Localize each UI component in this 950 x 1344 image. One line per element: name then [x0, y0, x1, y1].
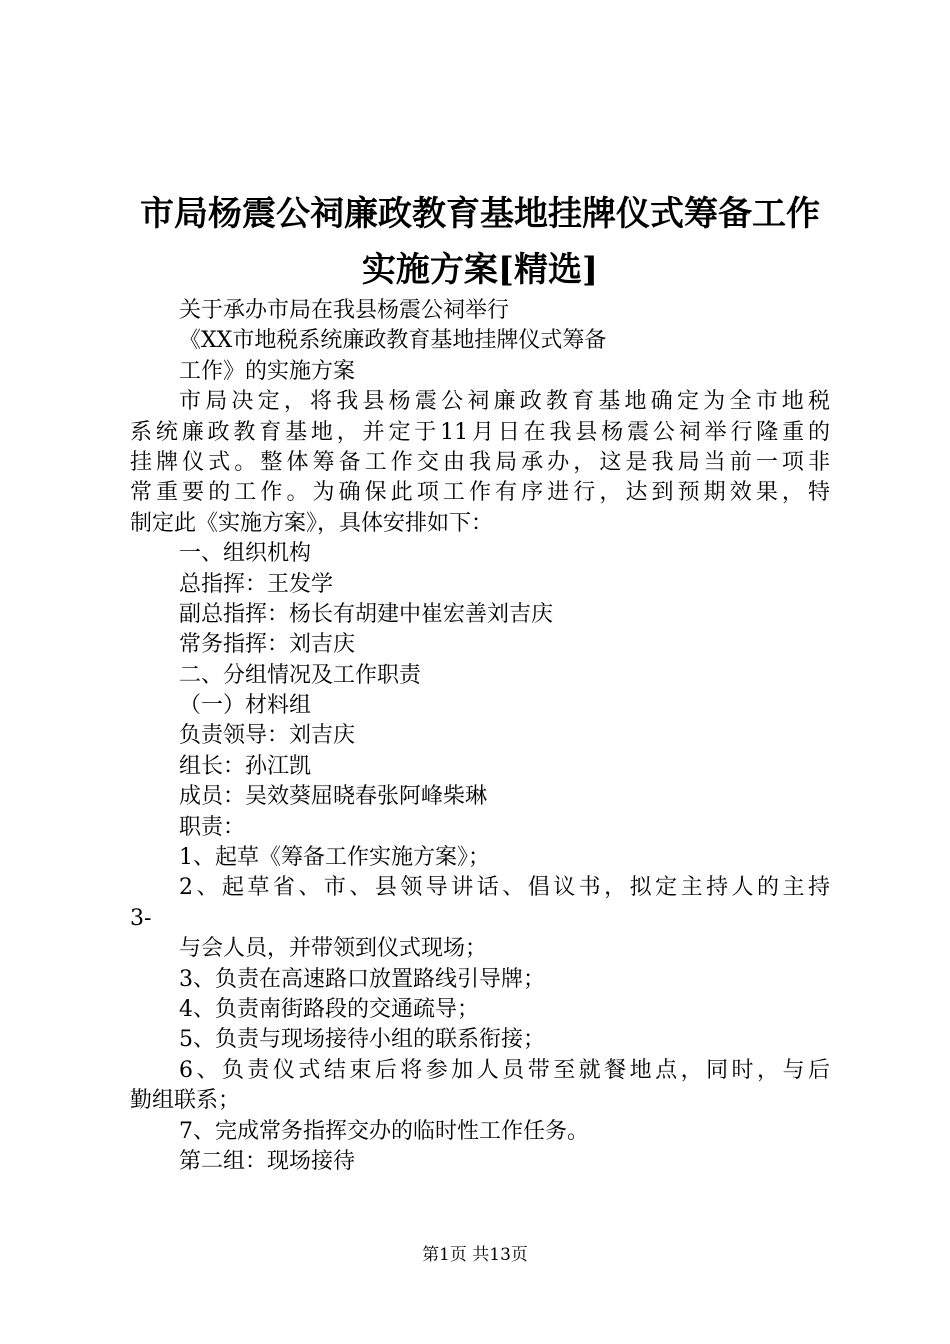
body-line: 市局决定，将我县杨震公祠廉政教育基地确定为全市地税: [179, 389, 830, 415]
list-item: 7、完成常务指挥交办的临时性工作任务。: [179, 1118, 589, 1144]
body-line: 负责领导：刘吉庆: [179, 723, 356, 749]
body-line: 副总指挥：杨长有胡建中崔宏善刘吉庆: [179, 601, 554, 627]
document-title-line-2: 实施方案[精选]: [361, 250, 599, 290]
body-line: 勤组联系；: [130, 1088, 241, 1114]
list-item: 3、负责在高速路口放置路线引导牌；: [179, 966, 545, 992]
list-item: 5、负责与现场接待小组的联系衔接；: [179, 1027, 545, 1053]
section-heading: 一、组织机构: [179, 541, 312, 567]
body-line: 常务指挥：刘吉庆: [179, 632, 356, 658]
subsection-heading: （一）材料组: [179, 693, 312, 719]
body-line: 挂牌仪式。整体筹备工作交由我局承办，这是我局当前一项非: [130, 449, 830, 475]
body-line: 总指挥：王发学: [179, 571, 334, 597]
section-heading: 二、分组情况及工作职责: [179, 662, 422, 688]
list-item: 1、起草《筹备工作实施方案》；: [179, 845, 490, 871]
list-item: 4、负责南街路段的交通疏导；: [179, 996, 479, 1022]
body-line: 关于承办市局在我县杨震公祠举行: [179, 298, 510, 323]
body-line: 系统廉政教育基地，并定于11月日在我县杨震公祠举行隆重的: [130, 419, 830, 445]
body-line: 组长：孙江凯: [179, 753, 312, 779]
body-line: 成员：吴效葵屈晓春张阿峰柴琳: [179, 784, 488, 810]
body-line: 常重要的工作。为确保此项工作有序进行，达到预期效果，特: [130, 480, 830, 506]
body-line: 制定此《实施方案》，具体安排如下：: [130, 510, 494, 536]
body-line: 职责：: [179, 814, 246, 840]
list-item: 2、起草省、市、县领导讲话、倡议书，拟定主持人的主持: [179, 875, 830, 901]
body-line: 3-: [130, 905, 152, 931]
list-item: 6、负责仪式结束后将参加人员带至就餐地点，同时，与后: [179, 1057, 830, 1083]
section-heading: 第二组：现场接待: [179, 1148, 356, 1174]
document-title-line-1: 市局杨震公祠廉政教育基地挂牌仪式筹备工作: [140, 194, 820, 234]
document-body: [130, 296, 830, 1177]
body-line: 工作》的实施方案: [179, 358, 356, 384]
body-line: 与会人员，并带领到仪式现场；: [179, 936, 488, 962]
body-line: 《XX市地税系统廉政教育基地挂牌仪式筹备: [179, 328, 607, 354]
page-number-footer: 第1页 共13页: [422, 1245, 528, 1265]
